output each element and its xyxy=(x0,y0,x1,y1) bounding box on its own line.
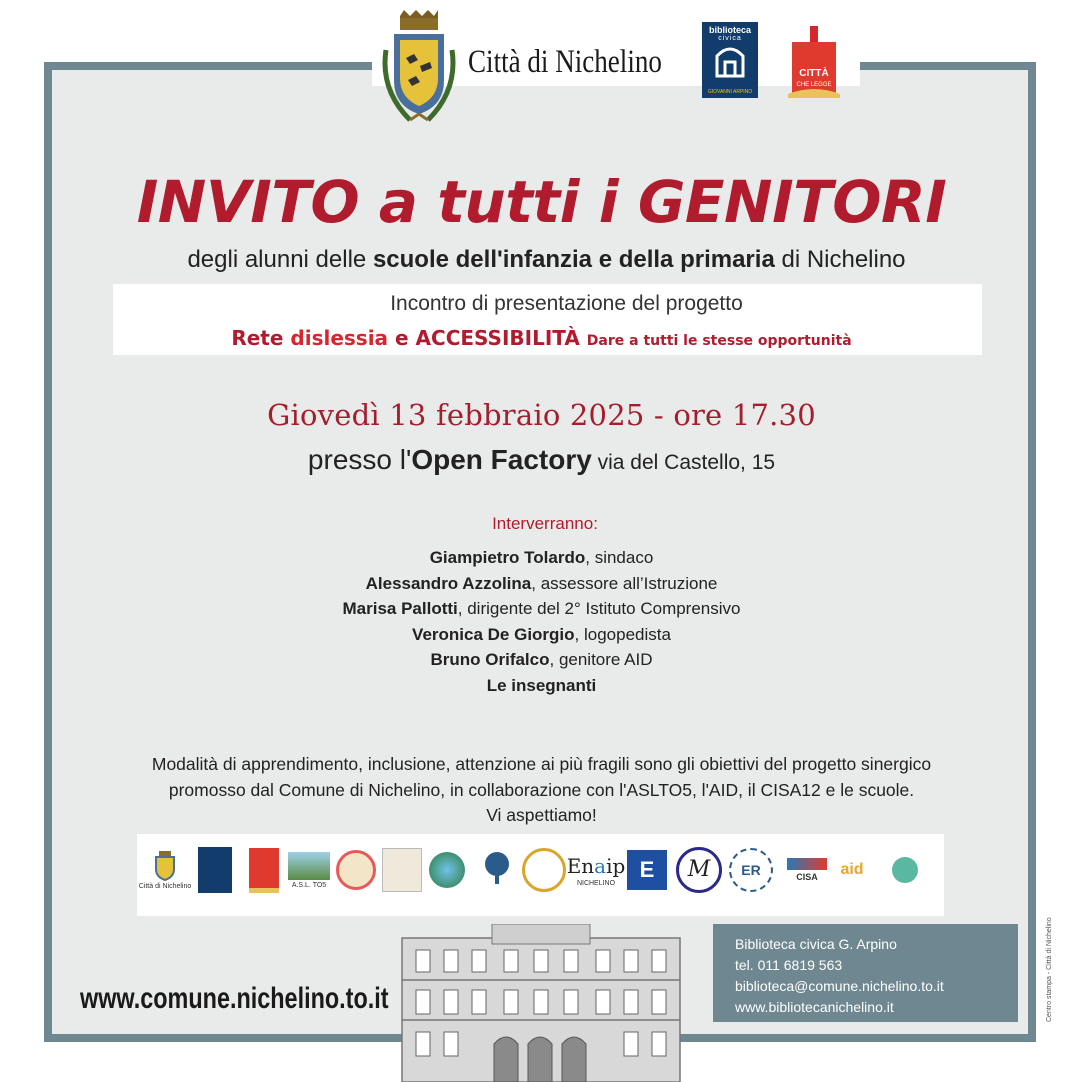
speaker-item: Bruno Orifalco, genitore AID xyxy=(430,650,653,670)
speaker-item: Veronica De Giorgio, logopedista xyxy=(412,624,671,644)
globe-kids-icon xyxy=(427,846,467,894)
citta-che-legge-icon xyxy=(247,846,281,894)
speakers-list xyxy=(0,545,1083,699)
erasmus-icon: E xyxy=(627,846,667,894)
speaker-item: Giampietro Tolardo, sindaco xyxy=(429,548,654,567)
speaker-item: Alessandro Azzolina, assessore all’Istruzione xyxy=(365,573,718,593)
er-school-icon: ER xyxy=(729,846,773,894)
speaker-item: Marisa Pallotti, dirigente del 2° Istituto Comprensivo xyxy=(342,599,741,619)
email-link[interactable]: biblioteca@comune.nichelino.to.it xyxy=(735,978,944,994)
project-name: Rete dislessia e ACCESSIBILITÀ Dare a tutti le stesse opportunità xyxy=(231,326,852,350)
project-description: Modalità di apprendimento, inclusione, attenzione ai più fragili sono gli obiettivi del progetto sinergico promosso dal Comune di Nichelino, in collaborazione con l'ASLTO5, l'AID, il CISA12 e le scuole. Vi aspettiamo! xyxy=(151,754,932,825)
cisa-icon: CISA xyxy=(785,846,829,894)
invite-title: INVITO a tutti i GENITORI xyxy=(136,168,947,236)
contact-box xyxy=(713,924,1018,1022)
nichelino-2-icon xyxy=(382,846,422,894)
tree-school-icon xyxy=(477,846,517,894)
library-logo: biblioteca civica GIOVANNI ARPINO xyxy=(702,22,758,98)
crest-icon: Città di Nichelino xyxy=(145,846,185,894)
city-crest-icon xyxy=(380,10,458,128)
aid-icon: aid xyxy=(840,861,864,878)
phone-number[interactable]: tel. 011 6819 563 xyxy=(735,957,843,973)
speaker-item: Le insegnanti xyxy=(486,675,597,695)
event-date: Giovedì 13 febbraio 2025 - ore 17.30 xyxy=(267,398,816,432)
city-name: Città di Nichelino xyxy=(468,44,662,80)
library-name: Biblioteca civica G. Arpino xyxy=(735,936,897,952)
event-place: presso l'Open Factory via del Castello, 15 xyxy=(307,444,776,475)
library-website[interactable]: www.bibliotecanichelino.it xyxy=(735,999,894,1015)
library-door-icon xyxy=(713,44,747,78)
citta-che-legge-logo: CITTÀ CHE LEGGE xyxy=(788,26,840,98)
m-circle-icon: M xyxy=(677,846,721,894)
nichelino-ic-icon xyxy=(337,846,375,894)
biblioteca-icon xyxy=(197,846,233,894)
rete-dislessia-icon xyxy=(877,846,933,894)
partner-logos xyxy=(137,834,944,916)
asl-to5-icon: A.S.L. TO5 xyxy=(287,846,331,894)
print-note: Centro stampa - Città di Nichelino xyxy=(1046,917,1053,1022)
round-seal-icon xyxy=(523,846,565,894)
website-url[interactable]: www.comune.nichelino.to.it xyxy=(80,982,389,1015)
enaip-icon: Enaip NICHELINO xyxy=(566,853,626,887)
speakers-heading: Interverranno: xyxy=(492,514,598,533)
invite-subtitle: degli alunni delle scuole dell'infanzia e della primaria di Nichelino xyxy=(187,246,906,273)
town-hall-illustration xyxy=(382,924,700,1082)
meeting-intro: Incontro di presentazione del progetto xyxy=(390,292,743,315)
